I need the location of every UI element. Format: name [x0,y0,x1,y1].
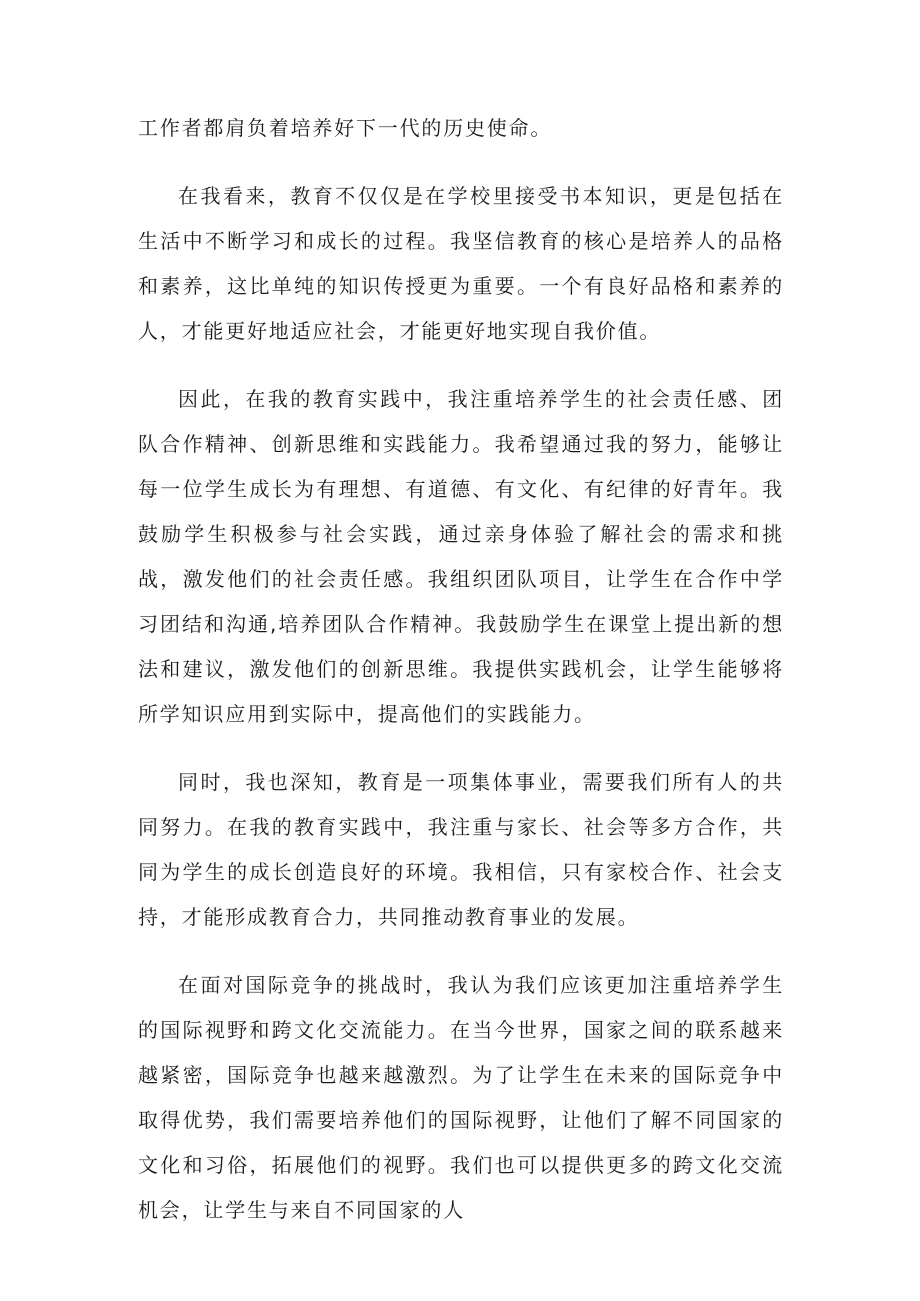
paragraph-education-view: 在我看来，教育不仅仅是在学校里接受书本知识，更是包括在生活中不断学习和成长的过程。我坚信教育的核心是培养人的品格和素养，这比单纯的知识传授更为重要。一个有良好品格和素养的人，才能更好地适应社会，才能更好地实现自我价值。 [138,184,784,343]
document-body [138,106,784,1256]
paragraph-collective-effort: 同时，我也深知，教育是一项集体事业，需要我们所有人的共同努力。在我的教育实践中，我注重与家长、社会等多方合作，共同为学生的成长创造良好的环境。我相信，只有家校合作、社会支持，才能形成教育合力，共同推动教育事业的发展。 [138,770,784,929]
paragraph-teaching-practice: 因此，在我的教育实践中，我注重培养学生的社会责任感、团队合作精神、创新思维和实践能力。我希望通过我的努力，能够让每一位学生成长为有理想、有道德、有文化、有纪律的好青年。我鼓励学生积极参与社会实践，通过亲身体验了解社会的需求和挑战，激发他们的社会责任感。我组织团队项目，让学生在合作中学习团结和沟通,培养团队合作精神。我鼓励学生在课堂上提出新的想法和建议，激发他们的创新思维。我提供实践机会，让学生能够将所学知识应用到实际中，提高他们的实践能力。 [138,387,784,726]
paragraph-continuation: 工作者都肩负着培养好下一代的历史使命。 [138,116,553,140]
paragraph-international-view: 在面对国际竞争的挑战时，我认为我们应该更加注重培养学生的国际视野和跨文化交流能力。在当今世界，国家之间的联系越来越紧密，国际竞争也越来越激烈。为了让学生在未来的国际竞争中取得优势，我们需要培养他们的国际视野，让他们了解不同国家的文化和习俗，拓展他们的视野。我们也可以提供更多的跨文化交流机会，让学生与来自不同国家的人 [138,973,784,1222]
